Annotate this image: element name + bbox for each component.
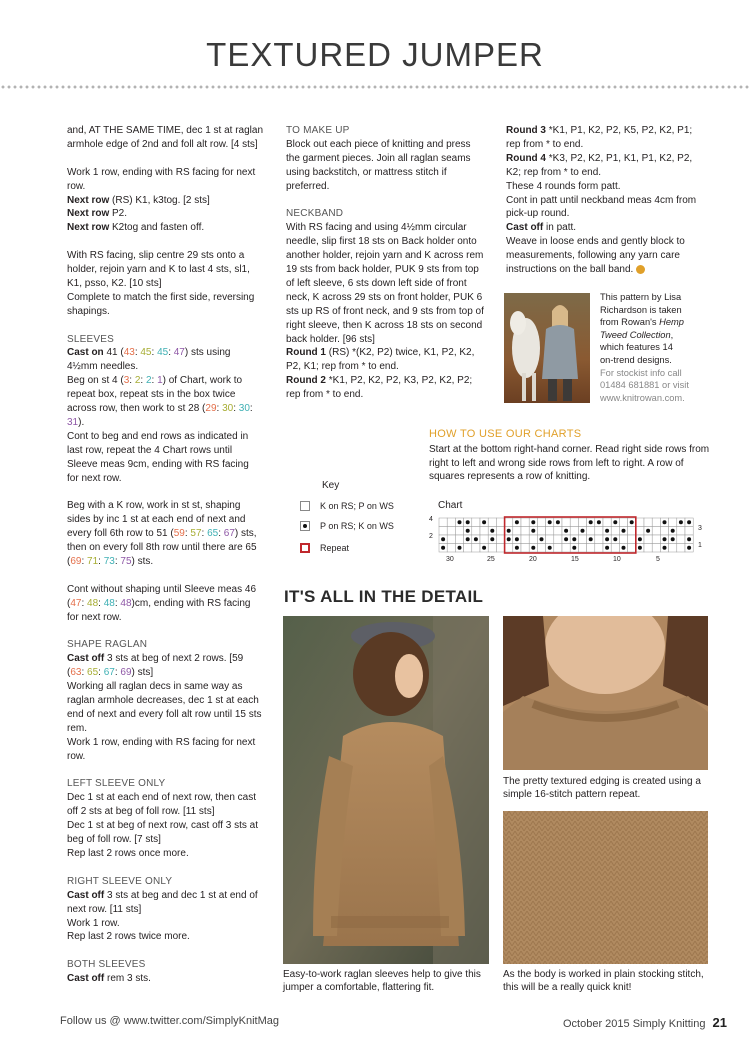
chart-purl-dot: [531, 529, 535, 533]
chart-cell: [472, 527, 480, 536]
chart-purl-dot: [466, 520, 470, 524]
footer-twitter: Follow us @ www.twitter.com/SimplyKnitMag: [60, 1015, 280, 1027]
instruction-row: Round 1 (RS) *(K2, P2) twice, K1, P2, K2, P2, K1; rep from * to end.: [286, 347, 475, 373]
chart-purl-dot: [507, 529, 511, 533]
instruction-row: Round 4 *K3, P2, K2, P1, K1, P1, K2, P2, K2; rep from * to end.: [506, 152, 693, 178]
chart-cell: [652, 535, 660, 544]
caption-bottom: As the body is worked in plain stocking stitch, this will be a really quick knit!: [503, 969, 704, 993]
paragraph: Cast off 3 sts at beg and dec 1 st at end of next row. [11 sts]: [67, 889, 258, 915]
chart-cell: [595, 527, 603, 536]
chart-purl-dot: [589, 520, 593, 524]
section-heading: TO MAKE UP: [286, 125, 350, 136]
chart-cell: [652, 527, 660, 536]
chart-purl-dot: [671, 537, 675, 541]
chart-purl-dot: [605, 529, 609, 533]
chart-cell: [578, 518, 586, 527]
chart-cell: [685, 527, 693, 536]
chart-cell: [554, 535, 562, 544]
chart-purl-dot: [531, 520, 535, 524]
chart-cell: [537, 544, 545, 553]
chart-cell: [669, 518, 677, 527]
chart-col-label: 10: [613, 556, 621, 563]
section-heading: RIGHT SLEEVE ONLY: [67, 875, 173, 887]
chart-col-label: 15: [571, 556, 579, 563]
detail-photo-neck-image: [503, 616, 708, 770]
chart-cell: [480, 527, 488, 536]
chart-cell: [554, 544, 562, 553]
cast-off-paragraph: Cast off 3 sts at beg of next 2 rows. [59 (63: 65: 67: 69) sts]: [67, 653, 244, 679]
chart-cell: [455, 535, 463, 544]
chart-purl-dot: [671, 529, 675, 533]
chart-cell: [496, 544, 504, 553]
chart-purl-dot: [622, 529, 626, 533]
charts-instructions: Start at the bottom right-hand corner. Read right side rows from right to left and wrong side rows from left to right. A row of squares represents a row of knitting.: [429, 444, 710, 482]
section-heading: BOTH SLEEVES: [67, 959, 146, 971]
chart-cell: [521, 518, 529, 527]
chart-cell: [652, 544, 660, 553]
chart-cell: [505, 544, 513, 553]
chart-cell: [496, 535, 504, 544]
caption-top: The pretty textured edging is created using a simple 16-stitch pattern repeat.: [503, 776, 701, 800]
chart-purl-dot: [663, 537, 667, 541]
chart-cell: [546, 527, 554, 536]
chart-cell: [636, 518, 644, 527]
chart-row-label: 4: [429, 516, 433, 523]
instruction-row: Next row P2.: [67, 208, 128, 220]
paragraph: With RS facing, slip centre 29 sts onto a holder, rejoin yarn and K to last 4 sts, sl1, K1, psso, K2. [10 sts]: [67, 250, 250, 289]
chart-row-label: 3: [698, 525, 702, 532]
charts-heading: HOW TO USE OUR CHARTS: [429, 428, 582, 440]
paragraph: Dec 1 st at beg of next row, cast off 3 sts at beg of foll row. [7 sts]: [67, 820, 259, 846]
chart-purl-dot: [687, 520, 691, 524]
paragraph: Complete to match the first side, reversing shapings.: [67, 291, 255, 317]
column-2: [286, 124, 484, 402]
chart-cell: [521, 527, 529, 536]
paragraph: Work 1 row.: [67, 917, 120, 929]
chart-purl-dot: [663, 520, 667, 524]
chart-purl-dot: [507, 537, 511, 541]
chart-title: Chart: [438, 500, 463, 511]
chart-cell: [505, 518, 513, 527]
chart-purl-dot: [540, 537, 544, 541]
chart-purl-dot: [605, 546, 609, 550]
chart-purl-dot: [597, 520, 601, 524]
chart-cell: [570, 527, 578, 536]
chart-cell: [554, 527, 562, 536]
chart-cell: [439, 527, 447, 536]
chart-purl-dot: [622, 546, 626, 550]
chart-purl-dot: [531, 546, 535, 550]
knitting-chart: [437, 516, 697, 556]
credit-photo-image: [504, 293, 590, 403]
key-title: Key: [322, 480, 340, 491]
detail-heading: IT'S ALL IN THE DETAIL: [284, 587, 484, 606]
chart-purl-dot: [687, 546, 691, 550]
chart-cell: [488, 518, 496, 527]
chart-cell: [570, 518, 578, 527]
caption-main: Easy-to-work raglan sleeves help to give this jumper a comfortable, flattering fit.: [283, 969, 481, 993]
chart-cell: [472, 544, 480, 553]
chart-purl-dot: [564, 537, 568, 541]
chart-cell: [611, 527, 619, 536]
paragraph: These 4 rounds form patt.: [506, 180, 621, 192]
section-heading: SHAPE RAGLAN: [67, 639, 148, 651]
page-title: TEXTURED JUMPER: [206, 36, 544, 73]
shaping-paragraph: Beg with a K row, work in st st, shaping sides by inc 1 st at each end of next and every foll 6th row to 51 (59: 57: 65: 67) sts, then on every foll 8th row until there are 65 (69: 71: 73: 75) sts.: [67, 500, 257, 568]
paragraph: Cont to beg and end rows as indicated in last row, repeat the 4 Chart rows until Sleeve meas 9cm, ending with RS facing for next row.: [67, 430, 249, 484]
chart-cell: [595, 544, 603, 553]
chart-cell: [652, 518, 660, 527]
chart-purl-dot: [646, 529, 650, 533]
chart-purl-dot: [638, 546, 642, 550]
chart-purl-dot: [482, 520, 486, 524]
chart-purl-dot: [458, 546, 462, 550]
chart-purl-dot: [638, 537, 642, 541]
chart-cell: [644, 535, 652, 544]
detail-photo-body-image: [503, 811, 708, 964]
chart-cell: [669, 544, 677, 553]
chart-purl-dot: [679, 520, 683, 524]
chart-purl-dot: [548, 546, 552, 550]
chart-cell: [595, 535, 603, 544]
chart-purl-dot: [482, 546, 486, 550]
detail-photo-body: [503, 811, 708, 964]
section-heading: SLEEVES: [67, 333, 114, 345]
chart-cell: [447, 518, 455, 527]
instruction-row: Round 2 *K1, P2, K2, P2, K3, P2, K2, P2; rep from * to end.: [286, 375, 473, 401]
cast-on-paragraph: Cast on 41 (43: 45: 45: 47) sts using 4½mm needles.: [67, 347, 231, 373]
key-item-repeat: Repeat: [300, 543, 349, 553]
chart-purl-dot: [605, 537, 609, 541]
chart-purl-dot: [572, 546, 576, 550]
chart-purl-dot: [589, 537, 593, 541]
chart-purl-dot: [515, 537, 519, 541]
dot-square-icon: [300, 521, 310, 531]
chart-purl-dot: [581, 529, 585, 533]
chart-cell: [562, 544, 570, 553]
chart-cell: [677, 527, 685, 536]
chart-purl-dot: [515, 546, 519, 550]
chart-cell: [447, 535, 455, 544]
chart-purl-dot: [613, 537, 617, 541]
chart-purl-dot: [441, 546, 445, 550]
chart-cell: [677, 535, 685, 544]
chart-purl-dot: [663, 546, 667, 550]
chart-cell: [537, 527, 545, 536]
chart-purl-dot: [564, 529, 568, 533]
paragraph: Cast off rem 3 sts.: [67, 973, 151, 985]
chart-cell: [628, 535, 636, 544]
chart-cell: [496, 527, 504, 536]
chart-cell: [546, 535, 554, 544]
repeat-box-icon: [300, 543, 310, 553]
chart-cell: [636, 527, 644, 536]
chart-cell: [447, 527, 455, 536]
chart-cell: [578, 544, 586, 553]
chart-purl-dot: [458, 520, 462, 524]
paragraph: Working all raglan decs in same way as raglan armhole decreases, dec 1 st at each end of next and every foll alt row until 15 sts rem.: [67, 681, 262, 734]
paragraph: Block out each piece of knitting and press the garment pieces. Join all raglan seams using backstitch, or mattress stitch if preferred.: [286, 138, 471, 192]
chart-cell: [488, 544, 496, 553]
chart-cell: [603, 518, 611, 527]
paragraph: Rep last 2 rows once more.: [67, 848, 189, 860]
dotted-divider: [0, 85, 750, 89]
paragraph: Cast off in patt.: [506, 222, 577, 234]
chart-row-label: 2: [429, 533, 433, 540]
chart-purl-dot: [466, 529, 470, 533]
chart-cell: [587, 544, 595, 553]
page-number: 21: [712, 1015, 727, 1030]
begin-paragraph: Beg on st 4 (3: 2: 2: 1) of Chart, work to repeat box, repeat sts in the box twice across row, then work to st 28 (29: 30: 30: 31).: [67, 375, 253, 428]
chart-purl-dot: [556, 520, 560, 524]
chart-col-label: 30: [446, 556, 454, 563]
credit-text: This pattern by Lisa Richardson is taken from Rowan's Hemp Tweed Collection, which features 14 on-trend designs. For stockist info call 01484 681881 or visit www.knitrowan.com.: [600, 292, 689, 403]
chart-col-label: 25: [487, 556, 495, 563]
main-photo: [283, 616, 489, 964]
length-paragraph: Cont without shaping until Sleeve meas 46 (47: 48: 48: 48)cm, ending with RS facing for next row.: [67, 583, 257, 623]
chart-purl-dot: [613, 520, 617, 524]
chart-cell: [537, 518, 545, 527]
chart-cell: [587, 527, 595, 536]
chart-cell: [660, 527, 668, 536]
chart-cell: [472, 518, 480, 527]
column-1: [67, 124, 263, 986]
paragraph: Weave in loose ends and gently block to measurements, following any yarn care instructions on the ball band.: [506, 236, 685, 276]
chart-cell: [578, 535, 586, 544]
paragraph: Rep last 2 rows twice more.: [67, 931, 190, 943]
chart-purl-dot: [490, 537, 494, 541]
chart-purl-dot: [474, 537, 478, 541]
chart-purl-dot: [441, 537, 445, 541]
chart-cell: [447, 544, 455, 553]
footer-issue: October 2015 Simply Knitting 21: [563, 1015, 727, 1030]
chart-cell: [529, 535, 537, 544]
chart-cell: [455, 527, 463, 536]
chart-col-label: 20: [529, 556, 537, 563]
chart-cell: [496, 518, 504, 527]
chart-cell: [644, 544, 652, 553]
key-item-purl: P on RS; K on WS: [300, 521, 394, 531]
chart-purl-dot: [630, 520, 634, 524]
main-photo-image: [283, 616, 489, 964]
chart-cell: [480, 535, 488, 544]
chart-purl-dot: [466, 537, 470, 541]
paragraph: and, AT THE SAME TIME, dec 1 st at raglan armhole edge of 2nd and foll alt row. [4 sts]: [67, 125, 264, 150]
chart-cell: [644, 518, 652, 527]
instruction-row: Next row (RS) K1, k3tog. [2 sts]: [67, 194, 210, 206]
paragraph: Cont in patt until neckband meas 4cm from pick-up round.: [506, 194, 697, 220]
ball-end-icon: [636, 265, 645, 274]
instruction-row: Round 3 *K1, P1, K2, P2, K5, P2, K2, P1; rep from * to end.: [506, 125, 693, 150]
chart-purl-dot: [572, 537, 576, 541]
chart-row-label: 1: [698, 542, 702, 549]
chart-col-label: 5: [656, 556, 660, 563]
chart-cell: [521, 544, 529, 553]
chart-purl-dot: [490, 529, 494, 533]
chart-cell: [513, 527, 521, 536]
paragraph: Dec 1 st at each end of next row, then cast off 2 sts at beg of foll row. [11 sts]: [67, 792, 256, 818]
paragraph: Work 1 row, ending with RS facing for next row.: [67, 166, 256, 192]
paragraph: With RS facing and using 4½mm circular needle, slip first 18 sts on Back holder onto another holder, rejoin yarn and K across rem 19 sts from back holder, PUK 9 sts from top of left sleeve, 6 sts down left side of front neck, K across 29 sts on front holder, PUK 6 sts up RS of front neck, and 9 sts from top of right sleeve, then K across 18 sts on second back holder. [96 sts]: [286, 222, 484, 345]
chart-purl-dot: [548, 520, 552, 524]
chart-cell: [464, 544, 472, 553]
chart-cell: [611, 544, 619, 553]
chart-cell: [562, 518, 570, 527]
chart-cell: [619, 535, 627, 544]
paragraph: Work 1 row, ending with RS facing for next row.: [67, 736, 256, 762]
credit-photo: [504, 293, 590, 403]
chart-cell: [677, 544, 685, 553]
empty-square-icon: [300, 501, 310, 511]
column-3: [506, 124, 706, 277]
chart-purl-dot: [687, 537, 691, 541]
section-heading: LEFT SLEEVE ONLY: [67, 778, 166, 790]
chart-cell: [521, 535, 529, 544]
instruction-row: Next row K2tog and fasten off.: [67, 222, 205, 234]
chart-cell: [619, 518, 627, 527]
chart-cell: [628, 527, 636, 536]
chart-cell: [439, 518, 447, 527]
detail-photo-neck: [503, 616, 708, 770]
section-heading: NECKBAND: [286, 208, 344, 220]
chart-purl-dot: [515, 520, 519, 524]
chart-cell: [628, 544, 636, 553]
key-item-knit: K on RS; P on WS: [300, 501, 394, 511]
